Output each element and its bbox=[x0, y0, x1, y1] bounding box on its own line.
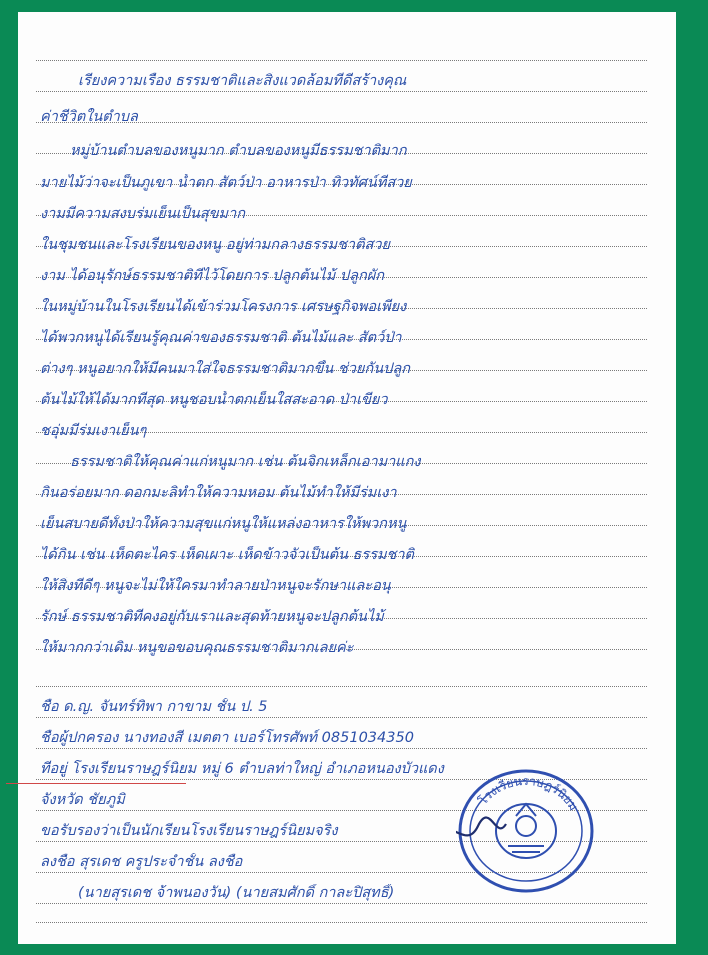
ruled-line bbox=[36, 903, 647, 904]
seal-text: โรงเรียนราษฎร์นิยม bbox=[475, 773, 581, 814]
guardian-line: ชื่อผู้ปกครอง นางทองสี เมตตา เบอร์โทรศัพท์ 0851034350 bbox=[40, 730, 414, 746]
student-name-line: ชื่อ ด.ญ. จันทร์ทิพา กาขาม ชั้น ป. 5 bbox=[40, 699, 268, 715]
essay-body-line: ต้นไม้ให้ได้มากที่สุด หนูชอบน้ำตกเย็นใสสะอาด ป่าเขียว bbox=[40, 392, 388, 408]
essay-body-line: เย็นสบายดีทั้งป่าให้ความสุขแก่หนูให้แหล่งอาหารให้พวกหนู bbox=[40, 516, 407, 532]
essay-body-line: กินอร่อยมาก ดอกมะลิทำให้ความหอม ต้นไม้ทำให้มีร่มเงา bbox=[40, 485, 397, 501]
address-line: ที่อยู่ โรงเรียนราษฎร์นิยม หมู่ 6 ตำบลท่าใหญ่ อำเภอหนองบัวแดง bbox=[40, 761, 444, 777]
ruled-line bbox=[36, 922, 647, 923]
school-seal-stamp bbox=[456, 766, 596, 896]
essay-body-line: หมู่บ้านตำบลของหนูมาก ตำบลของหนูมีธรรมชาติมาก bbox=[70, 143, 407, 159]
essay-body-line: ได้พวกหนูได้เรียนรู้คุณค่าของธรรมชาติ ต้นไม้และ สัตว์ป่า bbox=[40, 330, 402, 346]
essay-body-line: ธรรมชาติให้คุณค่าแก่หนูมาก เช่น ต้นจิกเหล็กเอามาแกง bbox=[70, 454, 421, 470]
essay-body-line: งาม ได้อนุรักษ์ธรรมชาติที่ไว้โดยการ ปลูกต้นไม้ ปลูกผัก bbox=[40, 268, 385, 284]
essay-title-line-2: ค่าชีวิตในตำบล bbox=[40, 109, 138, 125]
province-line: จังหวัด ชัยภูมิ bbox=[40, 792, 125, 808]
essay-body-line: ชอุ่มมีร่มเงาเย็นๆ bbox=[40, 423, 147, 439]
essay-body-line: ในหมู่บ้านในโรงเรียนได้เข้าร่วมโครงการ เศรษฐกิจพอเพียง bbox=[40, 299, 407, 315]
certify-line: ขอรับรองว่าเป็นนักเรียนโรงเรียนราษฎร์นิยมจริง bbox=[40, 823, 338, 839]
essay-body-line: ต่างๆ หนูอยากให้มีคนมาใส่ใจธรรมชาติมากขึ้น ช่วยกันปลูก bbox=[40, 361, 410, 377]
ruled-line bbox=[36, 686, 647, 687]
essay-body-line: งามมีความสงบร่มเย็นเป็นสุขมาก bbox=[40, 206, 246, 222]
signer-names-line: (นายสุรเดช จ้าพนองวัน) (นายสมศักดิ์ กาละปิสุทธิ์) bbox=[78, 885, 395, 901]
red-margin-mark bbox=[6, 783, 186, 784]
essay-title-line-1: เรียงความเรื่อง ธรรมชาติและสิ่งแวดล้อมที่ดีสร้างคุณ bbox=[78, 73, 407, 89]
essay-body-line: ได้กิน เช่น เห็ดตะไคร เห็ดเผาะ เห็ดข้าวจัวเป็นต้น ธรรมชาติ bbox=[40, 547, 414, 563]
ruled-line bbox=[36, 60, 647, 61]
essay-body-line: รักษ์ ธรรมชาติที่คงอยู่กับเราและสุดท้ายหนูจะปลูกต้นไม้ bbox=[40, 609, 384, 625]
letter-paper bbox=[18, 12, 676, 944]
essay-body-line: ให้สิ่งที่ดีๆ หนูจะไม่ให้ใครมาทำลายป่าหนูจะรักษาและอนุ bbox=[40, 578, 391, 594]
ruled-line bbox=[36, 748, 647, 749]
essay-body-line: ในชุมชนและโรงเรียนของหนู อยู่ท่ามกลางธรรมชาติสวย bbox=[40, 237, 390, 253]
ruled-line bbox=[36, 91, 647, 92]
essay-body-line: มายไม้ว่าจะเป็นภูเขา น้ำตก สัตว์ป่า อาหารป่า ทิวทัศน์ที่สวย bbox=[40, 175, 412, 191]
essay-body-line: ให้มากกว่าเดิม หนูขอขอบคุณธรรมชาติมากเลยค่ะ bbox=[40, 640, 354, 656]
signature-line: ลงชื่อ สุรเดช ครูประจำชั้น ลงชื่อ bbox=[40, 854, 243, 870]
ruled-line bbox=[36, 717, 647, 718]
